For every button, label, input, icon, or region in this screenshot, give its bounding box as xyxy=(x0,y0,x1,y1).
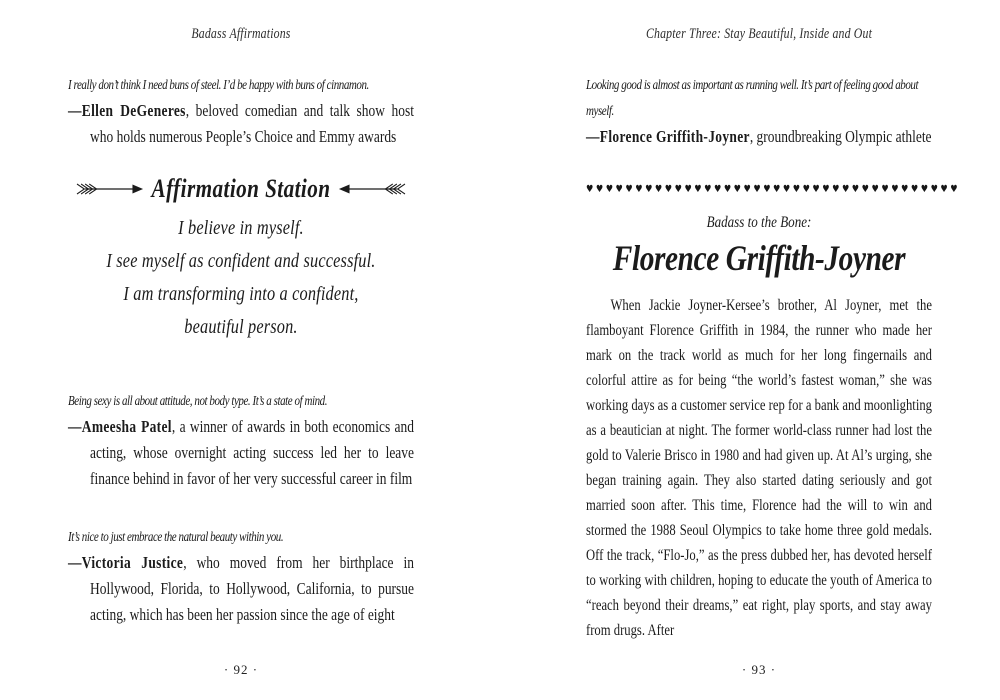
quote-author-description: , beloved comedian and talk show host who holds numerous People’s Choice and Emmy awards xyxy=(90,101,414,146)
section-kicker: Badass to the Bone: xyxy=(706,214,812,231)
quote-author: —Ellen DeGeneres xyxy=(68,101,186,120)
quote-text: It’s nice to just embrace the natural beauty within you. xyxy=(68,529,284,544)
quote-author-description: , groundbreaking Olympic athlete xyxy=(749,127,932,146)
quote-author-description: , who moved from her birthplace in Hollywood, Florida, to Hollywood, California, to pursue acting, which has been her passion since the age of eight xyxy=(90,553,414,624)
hearts-divider-icon: ♥♥♥♥♥♥♥♥♥♥♥♥♥♥♥♥♥♥♥♥♥♥♥♥♥♥♥♥♥♥♥♥♥♥♥♥♥♥ xyxy=(586,184,961,195)
quote-block xyxy=(68,388,414,492)
quote-text: Looking good is almost as important as running well. It’s part of feeling good about myself. xyxy=(586,77,919,118)
affirmation-line: I am transforming into a confident, xyxy=(123,283,359,305)
affirmation-line: beautiful person. xyxy=(184,316,298,338)
quote-attribution xyxy=(586,124,932,150)
quote-block xyxy=(586,72,932,150)
quote-text: I really don’t think I need buns of steel. I’d be happy with buns of cinnamon. xyxy=(68,77,369,92)
running-header-left: Badass Affirmations xyxy=(191,26,291,42)
right-page-content xyxy=(586,24,961,643)
quote-author: —Ameesha Patel xyxy=(68,417,172,436)
quote-block xyxy=(68,72,414,150)
quote-block xyxy=(68,524,414,628)
arrow-left-icon xyxy=(336,180,406,198)
affirmation-line: I believe in myself. xyxy=(178,217,304,239)
right-page xyxy=(586,24,961,684)
quote-text: Being sexy is all about attitude, not body type. It’s a state of mind. xyxy=(68,393,328,408)
section-title: Florence Griffith-Joyner xyxy=(612,238,906,278)
left-page xyxy=(68,24,414,684)
quote-author-description: , a winner of awards in both economics and acting, whose overnight acting success led her to leave finance behind in favor of her very successful career in film xyxy=(90,417,414,488)
quote-author: —Florence Griffith-Joyner xyxy=(586,127,750,146)
affirmation-station-heading xyxy=(68,174,414,204)
running-header-right: Chapter Three: Stay Beautiful, Inside and Out xyxy=(645,26,873,42)
affirmation-station xyxy=(68,174,414,344)
quote-author: —Victoria Justice xyxy=(68,553,184,572)
affirmation-station-title: Affirmation Station xyxy=(151,174,331,203)
affirmation-line: I see myself as confident and successful. xyxy=(106,250,376,272)
arrow-right-icon xyxy=(76,180,146,198)
quote-attribution xyxy=(68,98,414,150)
body-paragraph: When Jackie Joyner-Kersee’s brother, Al Joyner, met the flamboyant Florence Griffith in 1984, the runner who made her mark on the track world as much for her long fingernails and colorful attire as for being “the world’s fastest woman,” she was working days as a customer service rep for a bank and moonlighting as a beautician at night. The former world-class runner had lost the gold to Valerie Brisco in 1980 and had given up. At Al’s urging, she began training again. They also started dating seriously and got married soon after. This time, Florence had the will to win and stormed the 1988 Seoul Olympics to take home three gold medals. Off the track, “Flo-Jo,” as the press dubbed her, has devoted herself to working with children, hoping to educate the youth of America to “reach beyond their dreams,” eat right, play sports, and stay away from drugs. After xyxy=(586,297,932,639)
quote-attribution xyxy=(68,414,414,492)
page-number-right: · 93 · xyxy=(741,662,777,677)
page-number-left: · 92 · xyxy=(223,662,259,677)
left-page-content xyxy=(68,24,414,628)
quote-attribution xyxy=(68,550,414,628)
